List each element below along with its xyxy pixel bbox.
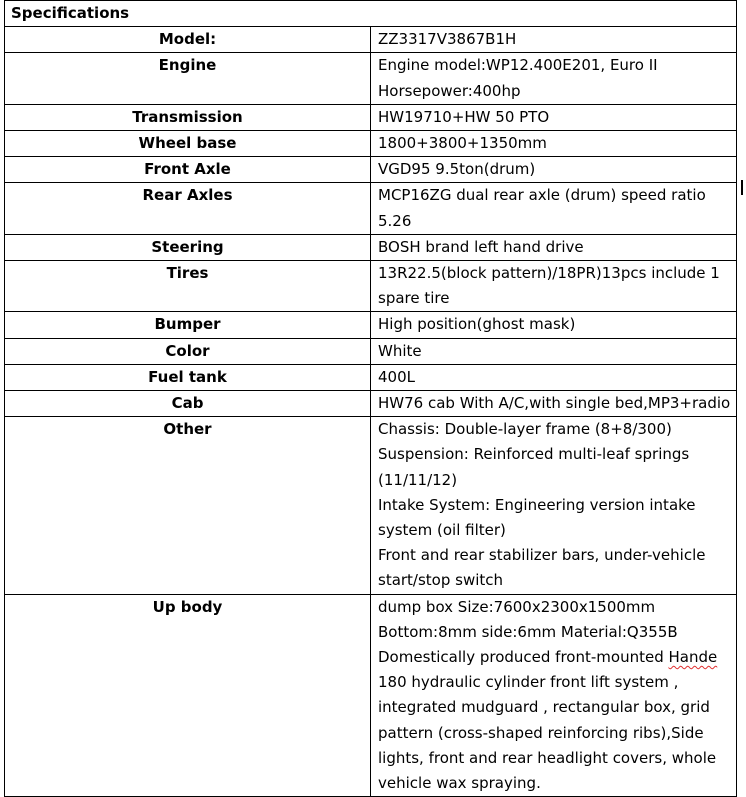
spec-value-line: ZZ3317V3867B1H [378, 30, 517, 49]
spec-value-line: 400L [378, 367, 415, 386]
spec-value [371, 27, 737, 53]
spec-value-line: Engine model:WP12.400E201, Euro II [378, 56, 658, 75]
table-row [5, 312, 737, 338]
spec-value-line: HW76 cab With A/C,with single bed,MP3+radio [378, 394, 731, 413]
spec-value-line: Front and rear stabilizer bars, under-vehicle start/stop switch [378, 546, 706, 590]
table-row [5, 53, 737, 104]
spec-label: Bumper [5, 312, 371, 338]
spec-label: Color [5, 338, 371, 364]
spec-label: Fuel tank [5, 364, 371, 390]
spec-value [371, 312, 737, 338]
specifications-table [4, 0, 737, 797]
table-row [5, 104, 737, 130]
spec-value [371, 391, 737, 417]
spec-value [371, 131, 737, 157]
table-row [5, 131, 737, 157]
table-row [5, 157, 737, 183]
spec-value-line: HW19710+HW 50 PTO [378, 107, 550, 126]
table-row [5, 261, 737, 312]
spec-value [371, 157, 737, 183]
spec-label: Other [5, 417, 371, 594]
table-row [5, 364, 737, 390]
spec-value-line: BOSH brand left hand drive [378, 237, 584, 256]
spec-value [371, 104, 737, 130]
table-row [5, 234, 737, 260]
table-row [5, 27, 737, 53]
spec-label: Cab [5, 391, 371, 417]
spec-text-segment: Domestically produced front-mounted [378, 648, 669, 667]
spec-value-line: MCP16ZG dual rear axle (drum) speed ratio 5.26 [378, 186, 706, 230]
table-row [5, 391, 737, 417]
spec-value-line: White [378, 341, 422, 360]
spec-value [371, 364, 737, 390]
spec-value-line: Horsepower:400hp [378, 81, 521, 100]
spec-value [371, 183, 737, 234]
spellcheck-flagged-word: Hande [668, 648, 718, 667]
spec-value-line: Bottom:8mm side:6mm Material:Q355B [378, 622, 678, 641]
spec-label: Steering [5, 234, 371, 260]
table-row [5, 417, 737, 594]
spec-value-line: VGD95 9.5ton(drum) [378, 160, 536, 179]
spec-value-line: 13R22.5(block pattern)/18PR)13pcs include 1 spare tire [378, 264, 720, 308]
spec-text-segment: 180 hydraulic cylinder front lift system , integrated mudguard , rectangular box, grid pattern (cross-shaped reinforcing ribs),Side lights, front and rear headlight covers, whole vehicle wax spraying. [378, 673, 717, 793]
spec-label: Wheel base [5, 131, 371, 157]
spec-value-line: dump box Size:7600x2300x1500mm [378, 597, 656, 616]
table-row [5, 338, 737, 364]
spec-value [371, 338, 737, 364]
spec-value-line [378, 645, 732, 796]
spec-value-line: Chassis: Double-layer frame (8+8/300) [378, 420, 672, 439]
spec-label: Rear Axles [5, 183, 371, 234]
spec-label: Model: [5, 27, 371, 53]
spec-value [371, 417, 737, 594]
spec-value [371, 234, 737, 260]
table-row [5, 594, 737, 797]
spec-label: Engine [5, 53, 371, 104]
spec-label: Transmission [5, 104, 371, 130]
text-cursor-mark [741, 180, 743, 195]
table-title: Specifications [5, 1, 737, 27]
spec-value-line: High position(ghost mask) [378, 315, 576, 334]
spec-value [371, 53, 737, 104]
spec-label: Front Axle [5, 157, 371, 183]
spec-label: Up body [5, 594, 371, 797]
table-row [5, 183, 737, 234]
table-title-row [5, 1, 737, 27]
spec-value [371, 594, 737, 797]
spec-value [371, 261, 737, 312]
spec-label: Tires [5, 261, 371, 312]
spec-value-line: Intake System: Engineering version intake system (oil filter) [378, 495, 696, 540]
spec-value-line: Suspension: Reinforced multi-leaf springs (11/11/12) [378, 445, 690, 489]
spec-value-line: 1800+3800+1350mm [378, 134, 547, 153]
